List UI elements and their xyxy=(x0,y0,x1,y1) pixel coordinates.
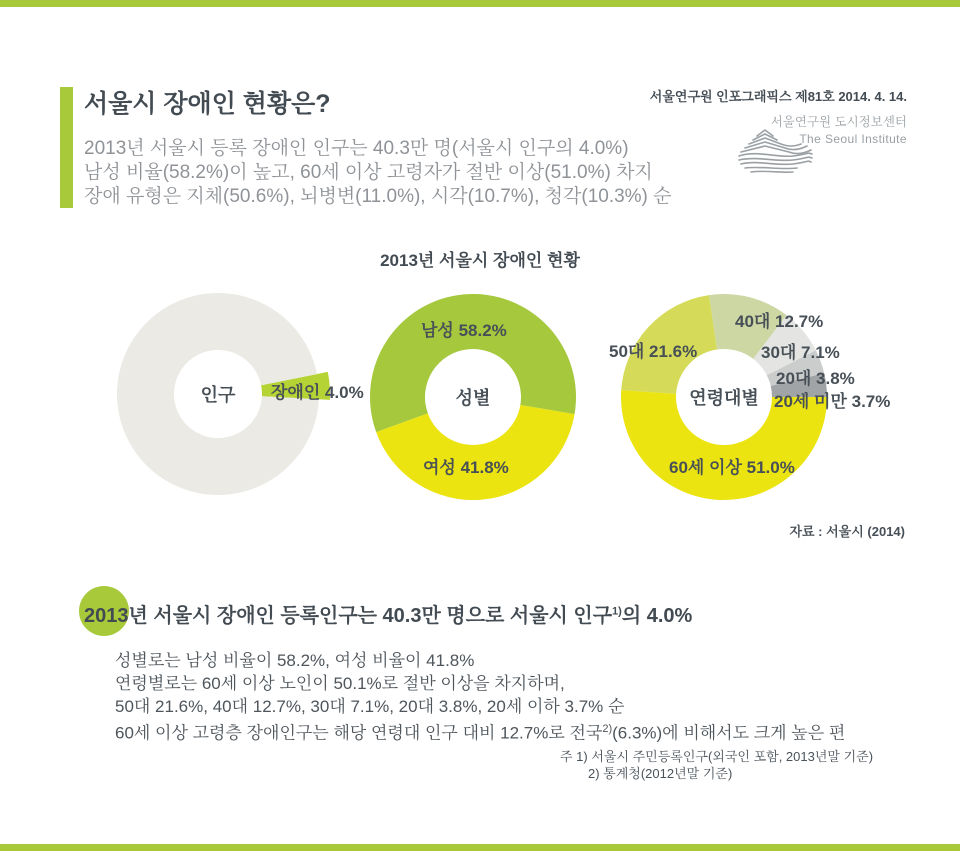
slice-label-female: 여성 41.8% xyxy=(423,458,509,477)
seoul-institute-logo-icon xyxy=(737,128,813,176)
org-label-en: The Seoul Institute xyxy=(799,132,907,146)
page-subtitle xyxy=(84,137,672,209)
slice-label-50s: 50대 21.6% xyxy=(609,342,698,361)
source-label: 자료 : 서울시 (2014) xyxy=(789,524,905,539)
footnotes xyxy=(560,748,873,782)
body-line-4: 60세 이상 고령층 장애인구는 해당 연령대 인구 대비 12.7%로 전국$^{2)}$(6.3%)에 비해서도 크게 높은 편 xyxy=(115,723,846,743)
slice-label-30s: 30대 7.1% xyxy=(761,343,840,362)
slice-label-disabled: 장애인 4.0% xyxy=(271,383,364,402)
title-accent-bar xyxy=(60,87,73,208)
headline-footnote-ref: 1) xyxy=(612,605,622,618)
headline-text: 2013년 서울시 장애인 등록인구는 40.3만 명으로 서울시 인구 xyxy=(84,605,613,627)
top-accent-bar xyxy=(0,0,960,7)
page-title: 서울시 장애인 현황은? xyxy=(84,90,331,118)
body-line-1: 성별로는 남성 비율이 58.2%, 여성 비율이 41.8% xyxy=(115,651,475,670)
slice-label-over-60: 60세 이상 51.0% xyxy=(669,458,795,477)
issue-label: 서울연구원 인포그래픽스 제81호 2014. 4. 14. xyxy=(649,89,907,104)
bottom-accent-bar xyxy=(0,844,960,851)
body-text xyxy=(115,649,845,745)
footnote-2: 2) 통계청(2012년말 기준) xyxy=(588,766,733,781)
subtitle-line-2: 남성 비율(58.2%)이 높고, 60세 이상 고령자가 절반 이상(51.0%) 차지 xyxy=(84,162,653,183)
slice-label-male: 남성 58.2% xyxy=(421,321,507,340)
body-line-3: 50대 21.6%, 40대 12.7%, 30대 7.1%, 20대 3.8%, 20세 이하 3.7% 순 xyxy=(115,697,625,716)
gender-donut-center-label: 성별 xyxy=(455,388,491,408)
age-donut-center-label: 연령대별 xyxy=(689,388,759,408)
subtitle-line-1: 2013년 서울시 등록 장애인 인구는 40.3만 명(서울시 인구의 4.0%) xyxy=(84,138,629,159)
footnote-1: 주 1) 서울시 주민등록인구(외국인 포함, 2013년말 기준) xyxy=(560,749,874,764)
population-donut-center-label: 인구 xyxy=(200,385,236,405)
headline xyxy=(84,599,692,628)
org-label: 서울연구원 도시정보센터 xyxy=(770,115,907,129)
slice-label-40s: 40대 12.7% xyxy=(735,312,824,331)
body-line-2: 연령별로는 60세 이상 노인이 50.1%로 절반 이상을 차지하며, xyxy=(115,674,565,693)
slice-label-under-20: 20세 미만 3.7% xyxy=(774,392,891,411)
body-footnote-ref: 2) xyxy=(602,723,613,735)
chart-title: 2013년 서울시 장애인 현황 xyxy=(380,251,580,270)
slice-label-20s: 20대 3.8% xyxy=(776,369,855,388)
headline-text-tail: 의 4.0% xyxy=(621,605,693,627)
subtitle-line-3: 장애 유형은 지체(50.6%), 뇌병변(11.0%), 시각(10.7%), 청각(10.3%) 순 xyxy=(84,186,672,207)
